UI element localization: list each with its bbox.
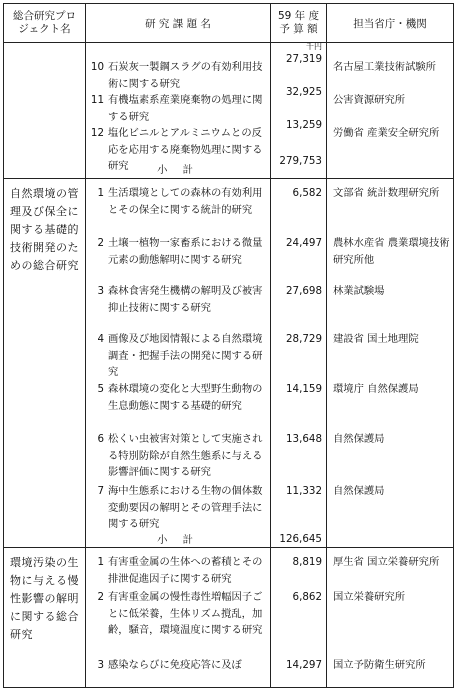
item-number: 4 — [97, 333, 104, 345]
titles-cell — [86, 179, 271, 548]
item-title: 生活環境としての森林の有効利用とその保全に関する統計的研究 — [108, 187, 263, 216]
header-program: 総合研究プロジェクト名 — [4, 4, 86, 43]
item-amount: 14,159 — [285, 383, 322, 395]
table-header-row — [4, 4, 454, 43]
header-agency: 担当省庁・機関 — [327, 4, 454, 43]
item-number: 12 — [90, 127, 104, 139]
list-item — [86, 589, 270, 657]
item-amount: 13,259 — [285, 119, 322, 131]
agency-name: 国立栄養研究所 — [333, 591, 406, 603]
list-item — [86, 235, 270, 283]
item-amount: 6,862 — [292, 591, 322, 603]
subtotal-amount: 126,645 — [279, 533, 322, 545]
item-title: 塩化ビニルとアルミニウムとの反応を応用する廃棄物処理に関する研究 — [108, 127, 263, 172]
item-amount: 14,297 — [285, 659, 322, 671]
item-amount: 27,698 — [285, 285, 322, 297]
list-item — [86, 185, 270, 235]
list-item — [86, 381, 270, 431]
titles-cell — [86, 548, 271, 688]
item-amount: 27,319 — [285, 53, 322, 65]
item-amount: 6,582 — [292, 187, 322, 199]
item-amount: 13,648 — [285, 433, 322, 445]
item-title: 有機塩素系産業廃棄物の処理に関する研究 — [108, 94, 263, 123]
header-budget-line2: 予 算 額 — [279, 23, 318, 35]
item-number: 2 — [97, 237, 104, 249]
agency-name: 労働省 産業安全研究所 — [333, 127, 440, 139]
list-item — [86, 431, 270, 483]
program-name: 環境汚染の生物に与える慢性影響の解明に関する総合研究 — [4, 548, 86, 688]
list-item — [86, 283, 270, 331]
agency-name: 自然保護局 — [333, 485, 385, 497]
item-title: 森林食害発生機構の解明及び被害抑止技術に関する研究 — [108, 285, 263, 314]
agency-name: 国立予防衛生研究所 — [333, 659, 426, 671]
group-row — [4, 548, 454, 688]
program-name — [4, 43, 86, 179]
item-title: 土壌一植物一家畜系における微量元素の動態解明に関する研究 — [108, 237, 263, 266]
item-number: 3 — [97, 659, 104, 671]
list-item — [86, 483, 270, 531]
amounts-cell — [271, 43, 327, 179]
subtotal-label: 小 計 — [157, 534, 199, 546]
header-budget — [271, 4, 327, 43]
agency-name: 名古屋工業技術試験所 — [333, 61, 436, 73]
item-amount: 24,497 — [285, 237, 322, 249]
item-title: 有害重金属の慢性毒性増幅因子ごとに低栄養，生体リズム撹乱，加齢，騒音，環境温度に関する研究 — [108, 591, 263, 636]
agencies-cell — [327, 43, 454, 179]
subtotal-label: 小 計 — [157, 164, 199, 176]
unit-label: 千円 — [306, 42, 322, 51]
item-amount: 8,819 — [292, 556, 322, 568]
list-item — [86, 331, 270, 381]
item-title: 画像及び地図情報による自然環境調査・把握手法の開発に関する研究 — [108, 333, 263, 378]
item-number: 10 — [90, 61, 104, 73]
amounts-cell — [271, 179, 327, 548]
agency-name: 農林水産省 農業環境技術研究所他 — [333, 237, 450, 266]
list-item — [86, 554, 270, 589]
item-title: 感染ならびに免疫応答に及ぼ — [108, 659, 242, 671]
agency-name: 林業試験場 — [333, 285, 385, 297]
list-item — [86, 59, 270, 92]
item-number: 2 — [97, 591, 104, 603]
group-row — [4, 43, 454, 179]
agency-name: 厚生省 国立栄養研究所 — [333, 556, 440, 568]
item-number: 5 — [97, 383, 104, 395]
item-number: 6 — [97, 433, 104, 445]
item-amount: 28,729 — [285, 333, 322, 345]
item-number: 11 — [90, 94, 104, 106]
agencies-cell — [327, 548, 454, 688]
item-number: 1 — [97, 556, 104, 568]
agency-name: 文部省 統計数理研究所 — [333, 187, 440, 199]
header-title: 研 究 課 題 名 — [86, 4, 271, 43]
item-amount: 11,332 — [285, 485, 322, 497]
item-title: 有害重金属の生体への蓄積とその排泄促進因子に関する研究 — [108, 556, 263, 585]
titles-cell — [86, 43, 271, 179]
list-item — [86, 657, 270, 675]
research-budget-table — [3, 3, 454, 688]
item-amount: 32,925 — [285, 86, 322, 98]
list-item — [86, 92, 270, 125]
agencies-cell — [327, 179, 454, 548]
item-number: 3 — [97, 285, 104, 297]
amounts-cell — [271, 548, 327, 688]
agency-name: 建設省 国土地理院 — [333, 333, 419, 345]
item-number: 1 — [97, 187, 104, 199]
item-title: 海中生態系における生物の個体数変動要因の解明とその管理手法に関する研究 — [108, 485, 263, 530]
agency-name: 環境庁 自然保護局 — [333, 383, 419, 395]
item-title: 石炭灰一製鋼スラグの有効利用技術に関する研究 — [108, 61, 263, 90]
item-title: 松くい虫被害対策として実施される特別防除が自然生態系に与える影響評価に関する研究 — [108, 433, 263, 478]
group-row — [4, 179, 454, 548]
subtotal-amount: 279,753 — [279, 155, 322, 167]
item-title: 森林環境の変化と大型野生動物の生息動態に関する基礎的研究 — [108, 383, 263, 412]
agency-name: 自然保護局 — [333, 433, 385, 445]
header-budget-line1: 59 年 度 — [277, 10, 320, 22]
agency-name: 公害資源研究所 — [333, 94, 406, 106]
item-number: 7 — [97, 485, 104, 497]
program-name: 自然環境の管理及び保全に関する基礎的技術開発のための総合研究 — [4, 179, 86, 548]
